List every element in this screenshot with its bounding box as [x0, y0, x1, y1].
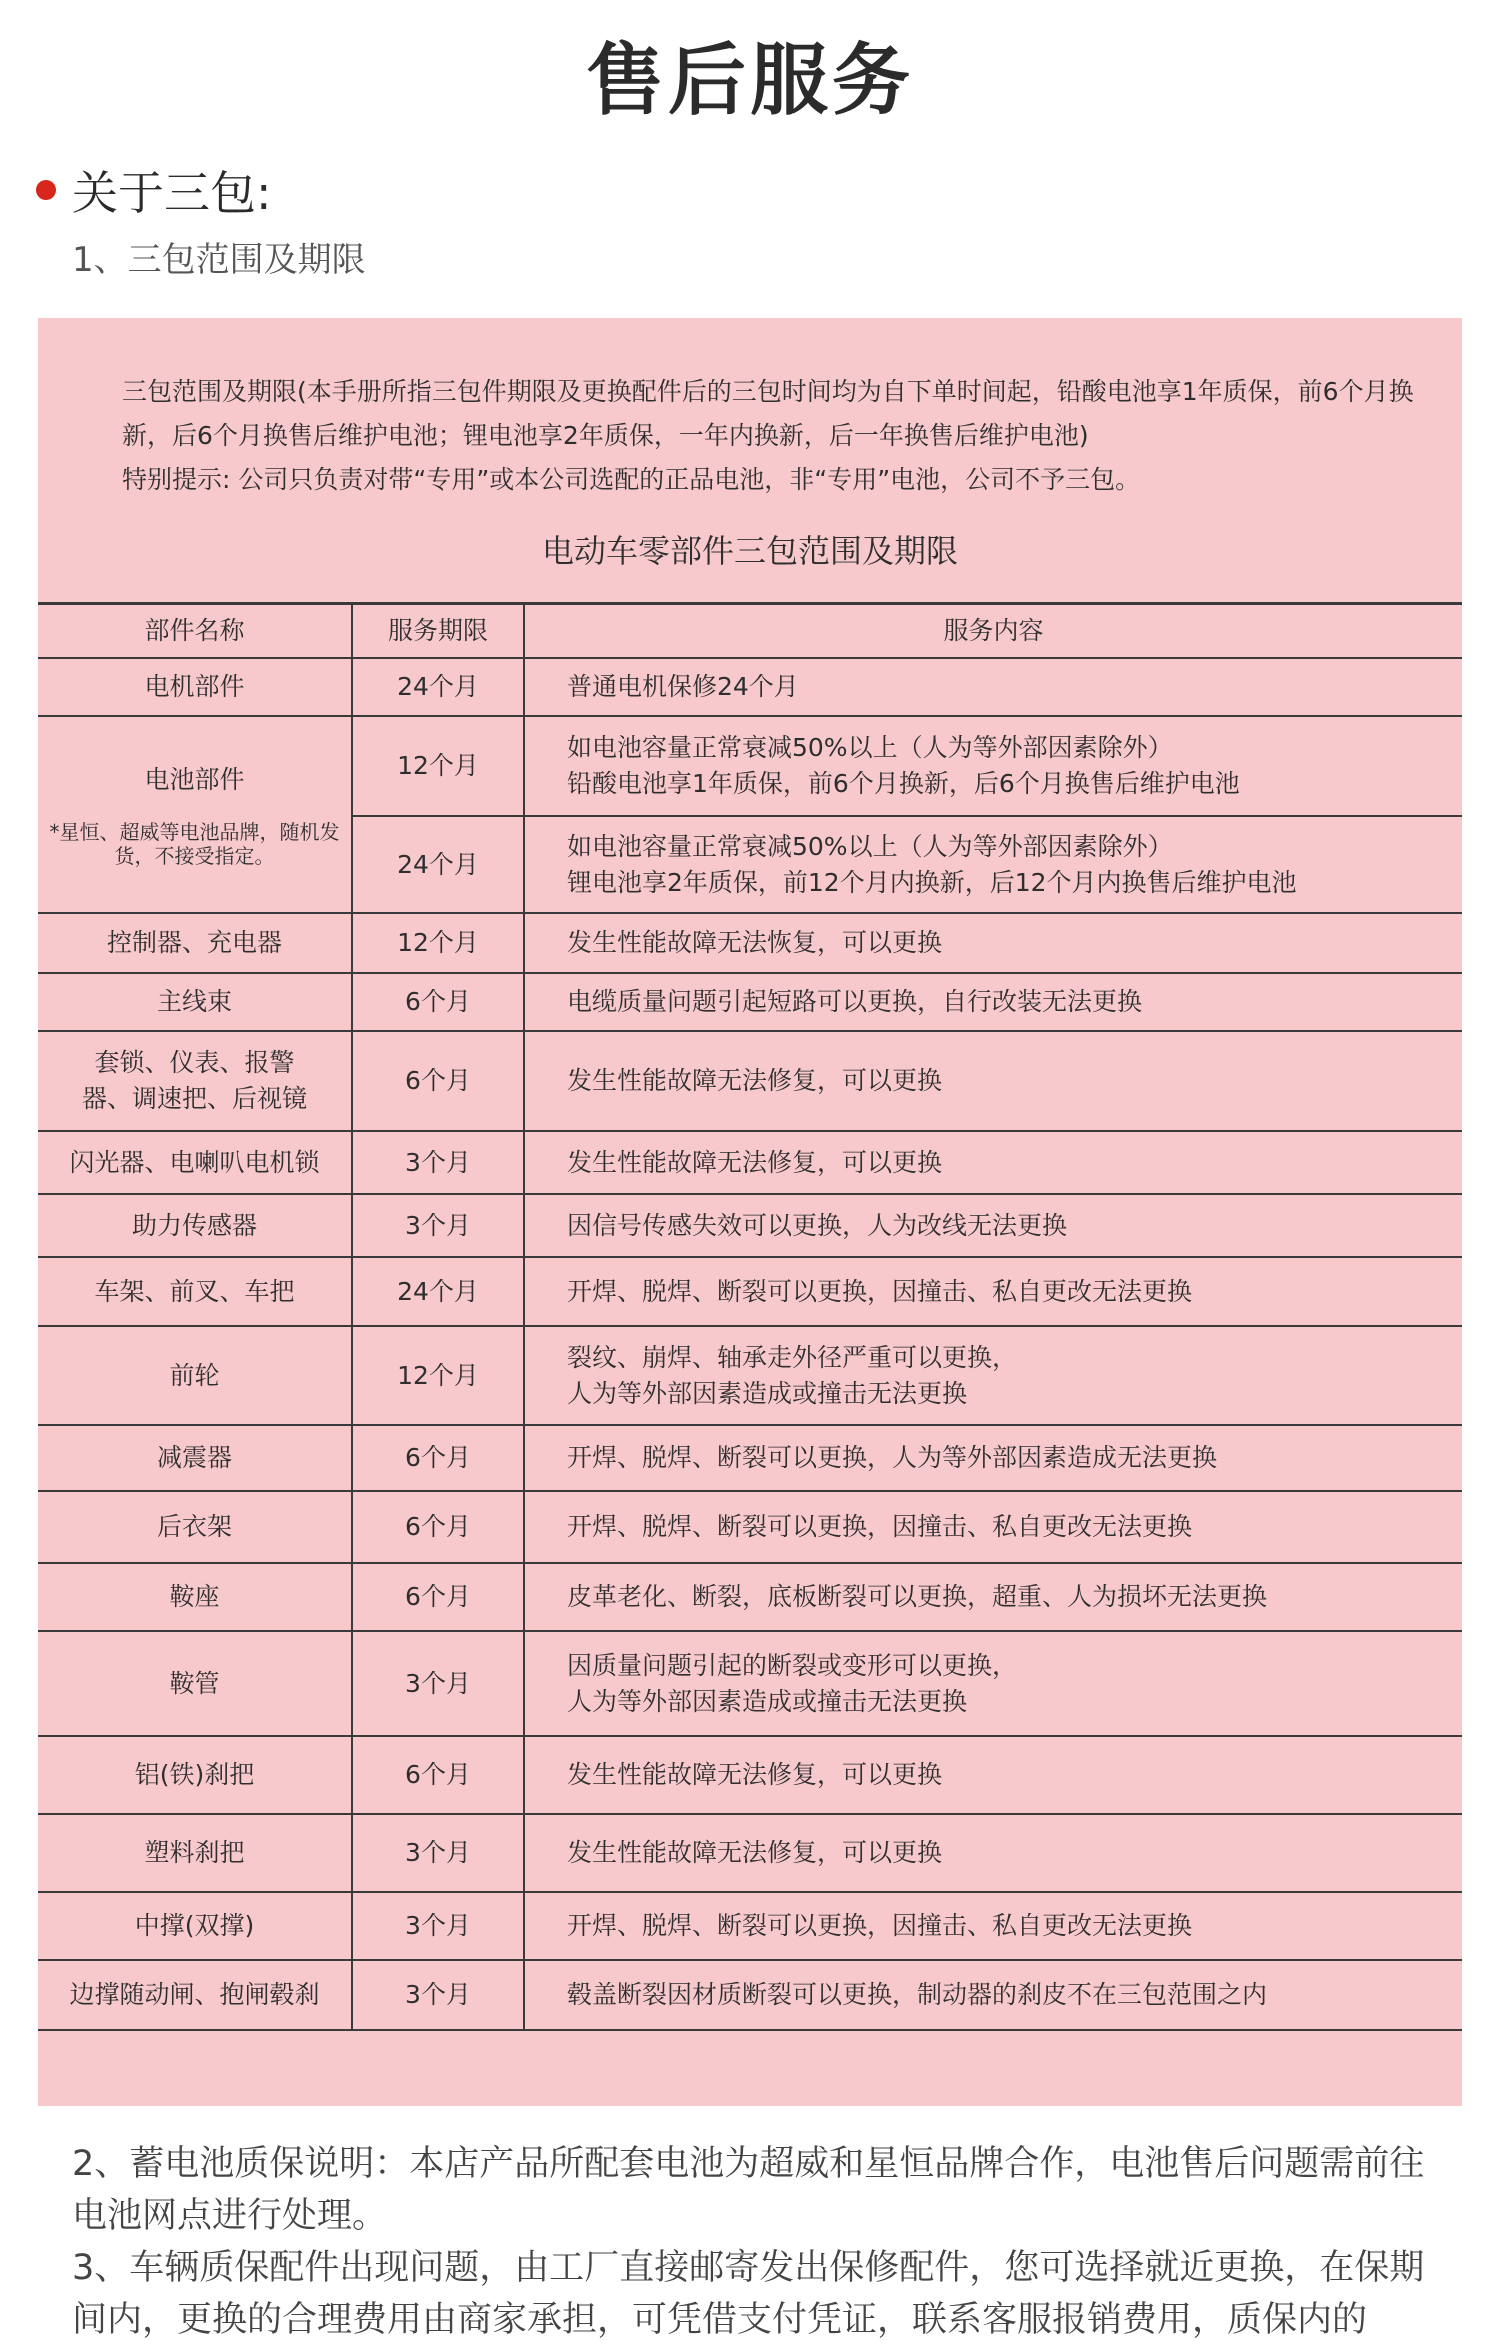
content-line: 皮革老化、断裂，底板断裂可以更换，超重、人为损坏无法更换 — [567, 1582, 1268, 1611]
table-row — [38, 1814, 1462, 1892]
section-heading — [36, 160, 272, 220]
cell-period: 6个月 — [352, 1031, 524, 1131]
table-row — [38, 1425, 1462, 1491]
cell-content — [524, 1736, 1462, 1814]
content-line: 发生性能故障无法修复，可以更换 — [567, 1147, 943, 1177]
content-line: 因信号传感失效可以更换，人为改线无法更换 — [567, 1210, 1068, 1240]
cell-period: 6个月 — [352, 1491, 524, 1563]
content-line: 普通电机保修24个月 — [567, 672, 799, 701]
intro-line-2: 特别提示: 公司只负责对带“专用”或本公司选配的正品电池，非“专用”电池，公司不予三包。 — [122, 465, 1141, 494]
cell-content — [524, 1892, 1462, 1960]
cell-part-name: 边撑随动闸、抱闸毂刹 — [38, 1960, 352, 2030]
cell-period: 12个月 — [352, 716, 524, 816]
cell-period: 24个月 — [352, 1257, 524, 1326]
cell-part-name: 后衣架 — [38, 1491, 352, 1563]
footer-notes — [72, 2138, 1452, 2346]
content-line: 开焊、脱焊、断裂可以更换，因撞击、私自更改无法更换 — [567, 1911, 1193, 1940]
cell-content — [524, 1326, 1462, 1425]
content-line: 裂纹、崩焊、轴承走外径严重可以更换， — [567, 1342, 1018, 1372]
battery-part-label: 电池部件 — [144, 764, 245, 794]
table-row — [38, 1131, 1462, 1194]
cell-content — [524, 1257, 1462, 1326]
cell-part-name: 鞍管 — [38, 1631, 352, 1736]
table-row — [38, 1491, 1462, 1563]
footer-item-2: 2、蓄电池质保说明：本店产品所配套电池为超威和星恒品牌合作，电池售后问题需前往电池网点进行处理。 — [72, 2144, 1425, 2236]
cell-part-name: 控制器、充电器 — [38, 913, 352, 973]
cell-content — [524, 816, 1462, 913]
content-line: 发生性能故障无法修复，可以更换 — [567, 1838, 943, 1867]
content-line: 开焊、脱焊、断裂可以更换，人为等外部因素造成无法更换 — [567, 1443, 1218, 1472]
battery-brand-note: *星恒、超威等电池品牌，随机发货，不接受指定。 — [49, 819, 340, 868]
table-row — [38, 1563, 1462, 1631]
cell-period: 6个月 — [352, 1563, 524, 1631]
cell-period: 6个月 — [352, 1425, 524, 1491]
cell-part-name: 鞍座 — [38, 1563, 352, 1631]
bullet-dot-icon — [36, 180, 56, 200]
table-row — [38, 1631, 1462, 1736]
table-row — [38, 973, 1462, 1031]
cell-content — [524, 1563, 1462, 1631]
content-line: 锂电池享2年质保，前12个月内换新，后12个月内换售后维护电池 — [567, 867, 1297, 897]
cell-part-name: 减震器 — [38, 1425, 352, 1491]
content-line: 如电池容量正常衰减50%以上（人为等外部因素除外） — [567, 733, 1173, 762]
table-row — [38, 658, 1462, 716]
cell-part-name: 套锁、仪表、报警器、调速把、后视镜 — [38, 1031, 352, 1131]
content-line: 毂盖断裂因材质断裂可以更换，制动器的刹皮不在三包范围之内 — [567, 1980, 1268, 2009]
cell-content — [524, 658, 1462, 716]
warranty-panel — [38, 318, 1462, 2106]
cell-part-name: 电机部件 — [38, 658, 352, 716]
cell-part-name — [38, 716, 352, 913]
cell-part-name: 中撑(双撑) — [38, 1892, 352, 1960]
cell-period: 3个月 — [352, 1131, 524, 1194]
content-line: 发生性能故障无法修复，可以更换 — [567, 1066, 943, 1095]
content-line: 因质量问题引起的断裂或变形可以更换， — [567, 1650, 1018, 1680]
cell-period: 24个月 — [352, 816, 524, 913]
cell-period: 24个月 — [352, 658, 524, 716]
table-row — [38, 1736, 1462, 1814]
content-line: 人为等外部因素造成或撞击无法更换 — [567, 1686, 968, 1716]
table-row — [38, 913, 1462, 973]
cell-content — [524, 1031, 1462, 1131]
cell-period: 3个月 — [352, 1814, 524, 1892]
content-line: 开焊、脱焊、断裂可以更换，因撞击、私自更改无法更换 — [567, 1276, 1193, 1306]
cell-period: 3个月 — [352, 1892, 524, 1960]
page-title: 售后服务 — [585, 36, 914, 126]
table-title: 电动车零部件三包范围及期限 — [541, 532, 958, 570]
intro-line-1: 三包范围及期限(本手册所指三包件期限及更换配件后的三包时间均为自下单时间起，铅酸电池享1年质保，前6个月换新，后6个月换售后维护电池；锂电池享2年质保，一年内换新，后一年换售后维护电池) — [122, 377, 1414, 450]
cell-content — [524, 1631, 1462, 1736]
header-content: 服务内容 — [524, 604, 1462, 659]
cell-content — [524, 973, 1462, 1031]
table-row — [38, 1194, 1462, 1257]
cell-period: 6个月 — [352, 973, 524, 1031]
section-heading-text: 关于三包: — [72, 166, 272, 220]
sub-heading: 1、三包范围及期限 — [72, 240, 366, 280]
cell-period: 3个月 — [352, 1960, 524, 2030]
content-line: 铅酸电池享1年质保，前6个月换新，后6个月换售后维护电池 — [567, 769, 1240, 798]
content-line: 电缆质量问题引起短路可以更换，自行改装无法更换 — [567, 987, 1143, 1016]
cell-part-name: 塑料刹把 — [38, 1814, 352, 1892]
table-row — [38, 1031, 1462, 1131]
intro-text — [122, 370, 1422, 502]
content-line: 发生性能故障无法修复，可以更换 — [567, 1760, 943, 1789]
cell-content — [524, 1131, 1462, 1194]
cell-part-name: 铝(铁)刹把 — [38, 1736, 352, 1814]
cell-period: 3个月 — [352, 1631, 524, 1736]
cell-period: 12个月 — [352, 1326, 524, 1425]
cell-content — [524, 1194, 1462, 1257]
warranty-table — [38, 602, 1462, 2031]
header-period: 服务期限 — [352, 604, 524, 659]
header-part-name: 部件名称 — [38, 604, 352, 659]
content-line: 开焊、脱焊、断裂可以更换，因撞击、私自更改无法更换 — [567, 1512, 1193, 1541]
cell-period: 6个月 — [352, 1736, 524, 1814]
content-line: 如电池容量正常衰减50%以上（人为等外部因素除外） — [567, 831, 1173, 861]
table-row — [38, 1892, 1462, 1960]
cell-part-name: 闪光器、电喇叭电机锁 — [38, 1131, 352, 1194]
content-line: 发生性能故障无法恢复，可以更换 — [567, 928, 943, 957]
content-line: 人为等外部因素造成或撞击无法更换 — [567, 1378, 968, 1408]
cell-part-name: 助力传感器 — [38, 1194, 352, 1257]
cell-part-name: 前轮 — [38, 1326, 352, 1425]
footer-item-3: 3、车辆质保配件出现问题，由工厂直接邮寄发出保修配件，您可选择就近更换，在保期间内，更换的合理费用由商家承担，可凭借支付凭证，联系客服报销费用，质保内的 — [72, 2248, 1425, 2340]
cell-content — [524, 716, 1462, 816]
table-row — [38, 716, 1462, 816]
cell-content — [524, 1491, 1462, 1563]
cell-period: 3个月 — [352, 1194, 524, 1257]
table-row — [38, 1326, 1462, 1425]
table-header-row — [38, 604, 1462, 659]
cell-content — [524, 1425, 1462, 1491]
cell-content — [524, 1814, 1462, 1892]
cell-part-name: 车架、前叉、车把 — [38, 1257, 352, 1326]
cell-content — [524, 913, 1462, 973]
table-row — [38, 1257, 1462, 1326]
table-row — [38, 1960, 1462, 2030]
cell-content — [524, 1960, 1462, 2030]
cell-part-name: 主线束 — [38, 973, 352, 1031]
cell-period: 12个月 — [352, 913, 524, 973]
